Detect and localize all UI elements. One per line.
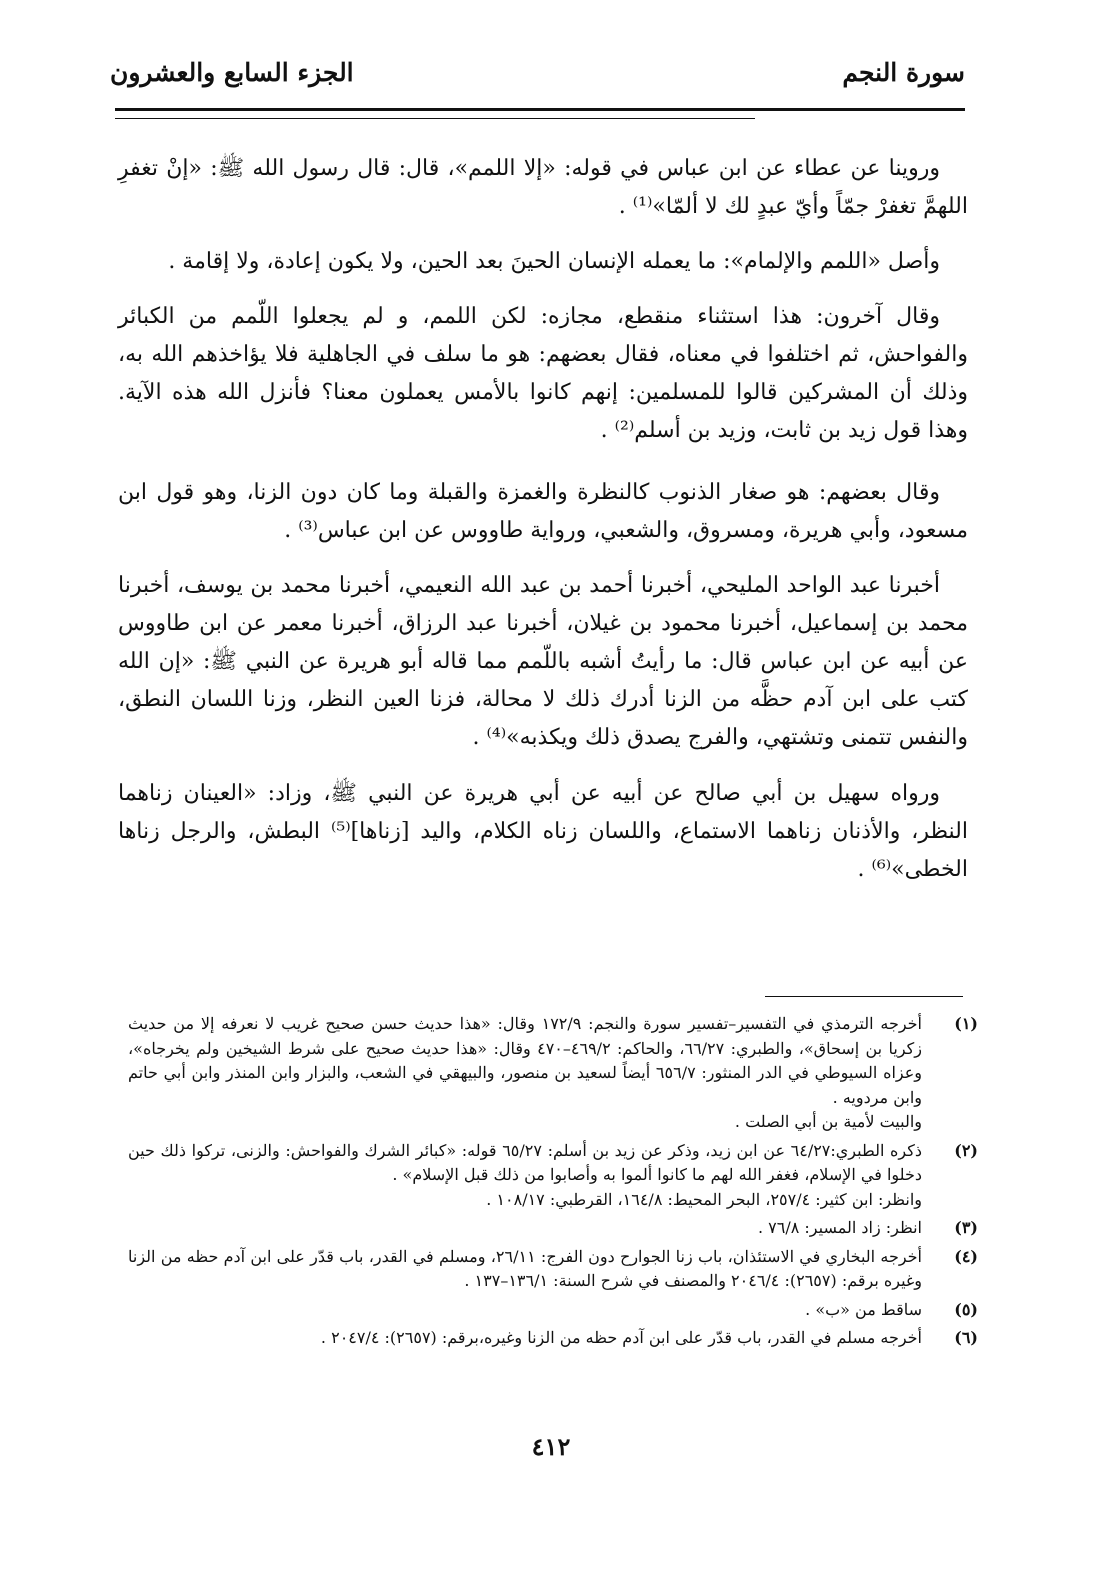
footnote-number: (٤) — [954, 1246, 978, 1266]
footnote-number: (١) — [954, 1014, 978, 1033]
footnote-text — [128, 1139, 922, 1213]
footnote-number: (٦) — [954, 1328, 978, 1347]
footnote — [128, 1326, 978, 1351]
footnote — [128, 1245, 978, 1294]
footnote-text — [128, 1012, 922, 1135]
footnote — [128, 1216, 978, 1241]
page-header — [110, 56, 965, 96]
paragraph: وروينا عن عطاء عن ابن عباس في قوله: «إلا اللمم»، قال: قال رسول الله ﷺ: «إنْ تغفرِ اللهمَّ تغفرْ جمّاً وأيّ عبدٍ لك لا ألمّا»⁽¹⁾ . — [118, 156, 968, 219]
footnote — [128, 1139, 978, 1213]
footnote-number: (٥) — [954, 1299, 978, 1319]
footnote-line: انظر: زاد المسير: ٧٦/٨ . — [757, 1218, 922, 1237]
footnote-line: وانظر: ابن كثير: ٢٥٧/٤، البحر المحيط: ١٦٤/٨، القرطبي: ١٠٨/١٧ . — [486, 1189, 922, 1209]
paragraph: وقال آخرون: هذا استثناء منقطع، مجازه: لكن اللمم، و لم يجعلوا اللّمم من الكبائر والفواحش، ثم اختلفوا في معناه، فقال بعضهم: هو ما سلف في الجاهلية فلا يؤاخذهم الله به، وذلك أن المشركين قالوا للمسلمين: إنهم كانوا بالأمس يعملون معنا؟ فأنزل الله هذه الآية. وهذا قول زيد بن ثابت، وزيد بن أسلم⁽²⁾ . — [118, 304, 969, 443]
footnote-text — [128, 1298, 922, 1323]
footnote-line: أخرجه البخاري في الاستئذان، باب زنا الجوارح دون الفرج: ٢٦/١١، ومسلم في القدر، باب قدّر على ابن آدم حظه من الزنا وغيره برقم: (٢٦٥٧): ٢٠٤٦/٤ والمصنف في شرح السنة: ١٣٦/١–١٣٧ . — [128, 1246, 923, 1290]
header-rule-thin — [115, 118, 755, 119]
header-rule-thick — [115, 108, 965, 111]
footnote-line: ساقط من «ب» . — [805, 1299, 922, 1319]
juz-title: الجزء السابع والعشرون — [110, 58, 354, 87]
footnote-text — [128, 1326, 922, 1351]
footnotes — [128, 1012, 978, 1355]
paragraph: وقال بعضهم: هو صغار الذنوب كالنظرة والغمزة والقبلة وما كان دون الزنا، وهو قول ابن مسعود، وأبي هريرة، ومسروق، والشعبي، ورواية طاووس عن ابن عباس⁽³⁾ . — [118, 480, 968, 543]
footnote-text — [128, 1216, 922, 1241]
footnote — [128, 1012, 978, 1135]
paragraph: وأصل «اللمم والإلمام»: ما يعمله الإنسان الحينَ بعد الحين، ولا يكون إعادة، ولا إقامة . — [168, 249, 940, 274]
page-number: ٤١٢ — [531, 1432, 571, 1461]
surah-title: سورة النجم — [842, 58, 965, 87]
footnote-text — [128, 1245, 922, 1294]
footnote-line: أخرجه الترمذي في التفسير–تفسير سورة والنجم: ١٧٢/٩ وقال: «هذا حديث حسن صحيح غريب لا نعرفه إلا من حديث زكريا بن إسحاق»، والطبري: ٦٦/٢٧، والحاكم: ٤٦٩/٢–٤٧٠ وقال: «هذا حديث صحيح على شرط الشيخين ولم يخرجاه»، وعزاه السيوطي في الدر المنثور: ٦٥٦/٧ أيضاً لسعيد بن منصور، والبيهقي في الشعب، والبزار وابن المنذر وابن أبي حاتم وابن مردويه . — [128, 1014, 923, 1107]
paragraph: ورواه سهيل بن أبي صالح عن أبيه عن أبي هريرة عن النبي ﷺ، وزاد: «العينان زناهما النظر، والأذنان زناهما الاستماع، واللسان زناه الكلام، واليد [زناها]⁽⁵⁾ البطش، والرجل زناها الخطى»⁽⁶⁾ . — [118, 781, 968, 882]
footnote-number: (٢) — [954, 1140, 978, 1160]
footnote-line: والبيت لأمية بن أبي الصلت . — [734, 1112, 922, 1131]
main-text — [118, 150, 968, 906]
footnote-number: (٣) — [954, 1218, 978, 1237]
footnote — [128, 1298, 978, 1323]
footnote-line: أخرجه مسلم في القدر، باب قدّر على ابن آدم حظه من الزنا وغيره،برقم: (٢٦٥٧): ٢٠٤٧/٤ . — [320, 1328, 922, 1347]
paragraph: أخبرنا عبد الواحد المليحي، أخبرنا أحمد بن عبد الله النعيمي، أخبرنا محمد بن يوسف، أخبرنا محمد بن إسماعيل، أخبرنا محمود بن غيلان، أخبرنا عبد الرزاق، أخبرنا معمر عن ابن طاووس عن أبيه عن ابن عباس قال: ما رأيتُ أشبه باللّمم مما قاله أبو هريرة عن النبي ﷺ: «إن الله كتب على ابن آدم حظَّه من الزنا أدرك ذلك لا محالة، فزنا العين النظر، وزنا اللسان النطق، والنفس تتمنى وتشتهي، والفرج يصدق ذلك ويكذبه»⁽⁴⁾ . — [118, 573, 968, 750]
footnote-line: ذكره الطبري:٦٤/٢٧ عن ابن زيد، وذكر عن زيد بن أسلم: ٦٥/٢٧ قوله: «كبائر الشرك والفواحش: والزنى، تركوا ذلك حين دخلوا في الإسلام، فغفر الله لهم ما كانوا ألموا به وأصابوا من ذلك قبل الإسلام» . — [128, 1140, 922, 1184]
footnote-separator — [765, 996, 963, 997]
